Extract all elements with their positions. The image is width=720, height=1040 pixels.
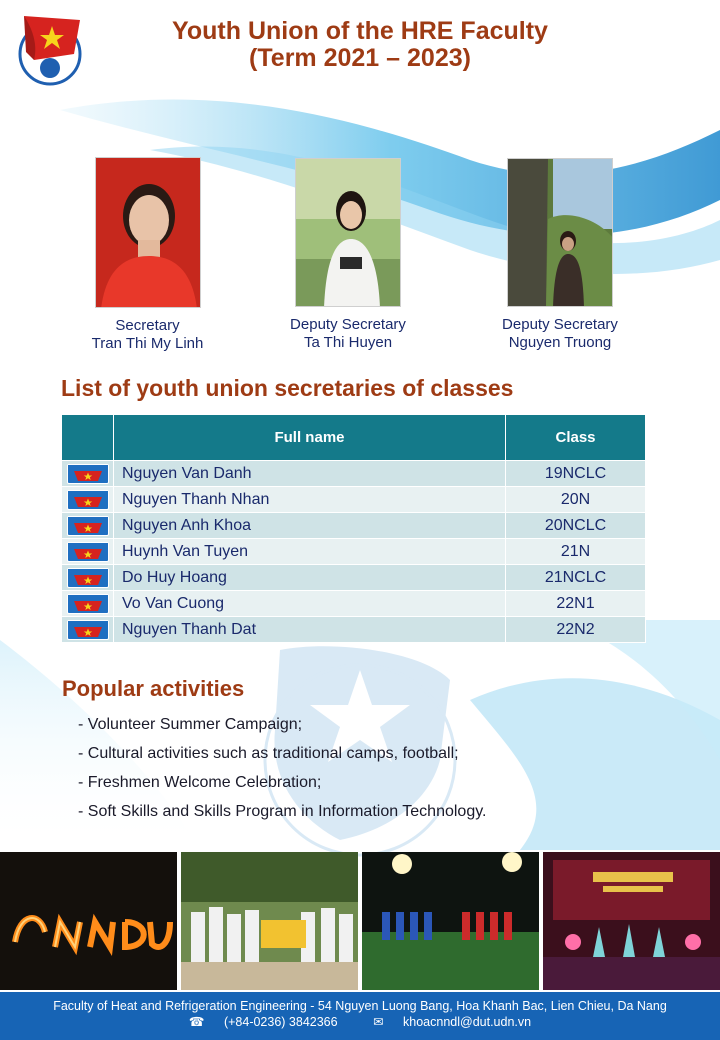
- youth-union-flag-icon: [67, 594, 109, 614]
- table-row: [62, 617, 646, 643]
- column-header-class: Class: [506, 415, 646, 461]
- list-item: - Cultural activities such as traditional camps, football;: [78, 745, 459, 762]
- phone-icon: ☎: [188, 1015, 208, 1029]
- activities-section-title: Popular activities: [62, 676, 245, 701]
- name-cell: Do Huy Hoang: [114, 565, 506, 591]
- list-item: - Freshmen Welcome Celebration;: [78, 774, 322, 791]
- flag-cell: [62, 591, 114, 617]
- name-cell: Nguyen Thanh Nhan: [114, 487, 506, 513]
- footer-email: khoacnndl@dut.udn.vn: [403, 1015, 532, 1029]
- leader-deputy-1: [273, 158, 423, 352]
- class-cell: 21NCLC: [506, 565, 646, 591]
- leader-role: Secretary: [115, 317, 180, 334]
- class-cell: 20NCLC: [506, 513, 646, 539]
- activity-gallery: [0, 852, 720, 990]
- name-cell: Nguyen Thanh Dat: [114, 617, 506, 643]
- name-cell: Nguyen Van Danh: [114, 461, 506, 487]
- list-item: - Soft Skills and Skills Program in Information Technology.: [78, 803, 487, 820]
- class-secretaries-table: [61, 414, 646, 643]
- footer-contacts: [0, 1014, 720, 1030]
- column-header-icon: [62, 415, 114, 461]
- name-cell: Nguyen Anh Khoa: [114, 513, 506, 539]
- gallery-photo-football: [362, 852, 539, 990]
- leader-role: Deputy Secretary: [290, 316, 406, 333]
- mail-icon: ✉: [373, 1015, 388, 1029]
- flag-cell: [62, 617, 114, 643]
- gallery-photo-group: [181, 852, 358, 990]
- gallery-photo-stage: [543, 852, 720, 990]
- footer-phone: (+84-0236) 3842366: [223, 1015, 338, 1029]
- activities-list: [78, 710, 486, 826]
- leader-name: Nguyen Truong: [508, 334, 612, 351]
- column-header-name: Full name: [114, 415, 506, 461]
- table-row: [62, 539, 646, 565]
- title-line-2: (Term 2021 – 2023): [249, 44, 471, 72]
- youth-union-logo: [14, 8, 86, 88]
- youth-union-flag-icon: [67, 490, 109, 510]
- leader-secretary: [70, 157, 225, 353]
- youth-union-flag-icon: [67, 542, 109, 562]
- list-item: - Volunteer Summer Campaign;: [78, 716, 303, 733]
- flag-cell: [62, 565, 114, 591]
- youth-union-flag-icon: [67, 568, 109, 588]
- phone-contact: [181, 1015, 346, 1029]
- flag-cell: [62, 461, 114, 487]
- youth-union-flag-icon: [67, 516, 109, 536]
- footer: [0, 992, 720, 1040]
- table-row: [62, 513, 646, 539]
- page-title: [120, 18, 600, 72]
- table-row: [62, 565, 646, 591]
- table-row: [62, 487, 646, 513]
- leader-photo: [507, 158, 613, 307]
- gallery-photo-fire-letters: [0, 852, 177, 990]
- table-row: [62, 461, 646, 487]
- leader-photo: [95, 157, 201, 308]
- class-cell: 19NCLC: [506, 461, 646, 487]
- table-row: [62, 591, 646, 617]
- youth-union-flag-icon: [67, 620, 109, 640]
- footer-address: Faculty of Heat and Refrigeration Engineering - 54 Nguyen Luong Bang, Hoa Khanh Bac, Lien Chieu, Da Nang: [53, 999, 667, 1013]
- class-cell: 22N2: [506, 617, 646, 643]
- flag-cell: [62, 487, 114, 513]
- classes-section-title: List of youth union secretaries of classes: [61, 375, 514, 401]
- class-cell: 21N: [506, 539, 646, 565]
- name-cell: Huynh Van Tuyen: [114, 539, 506, 565]
- youth-union-flag-icon: [67, 464, 109, 484]
- class-cell: 22N1: [506, 591, 646, 617]
- name-cell: Vo Van Cuong: [114, 591, 506, 617]
- leader-deputy-2: [485, 158, 635, 352]
- leader-name: Ta Thi Huyen: [303, 334, 393, 351]
- flag-cell: [62, 539, 114, 565]
- title-line-1: Youth Union of the HRE Faculty: [172, 17, 548, 45]
- leader-photo: [295, 158, 401, 307]
- leader-name: Tran Thi My Linh: [91, 335, 204, 352]
- class-cell: 20N: [506, 487, 646, 513]
- email-contact: [365, 1015, 539, 1029]
- flag-cell: [62, 513, 114, 539]
- leader-role: Deputy Secretary: [502, 316, 618, 333]
